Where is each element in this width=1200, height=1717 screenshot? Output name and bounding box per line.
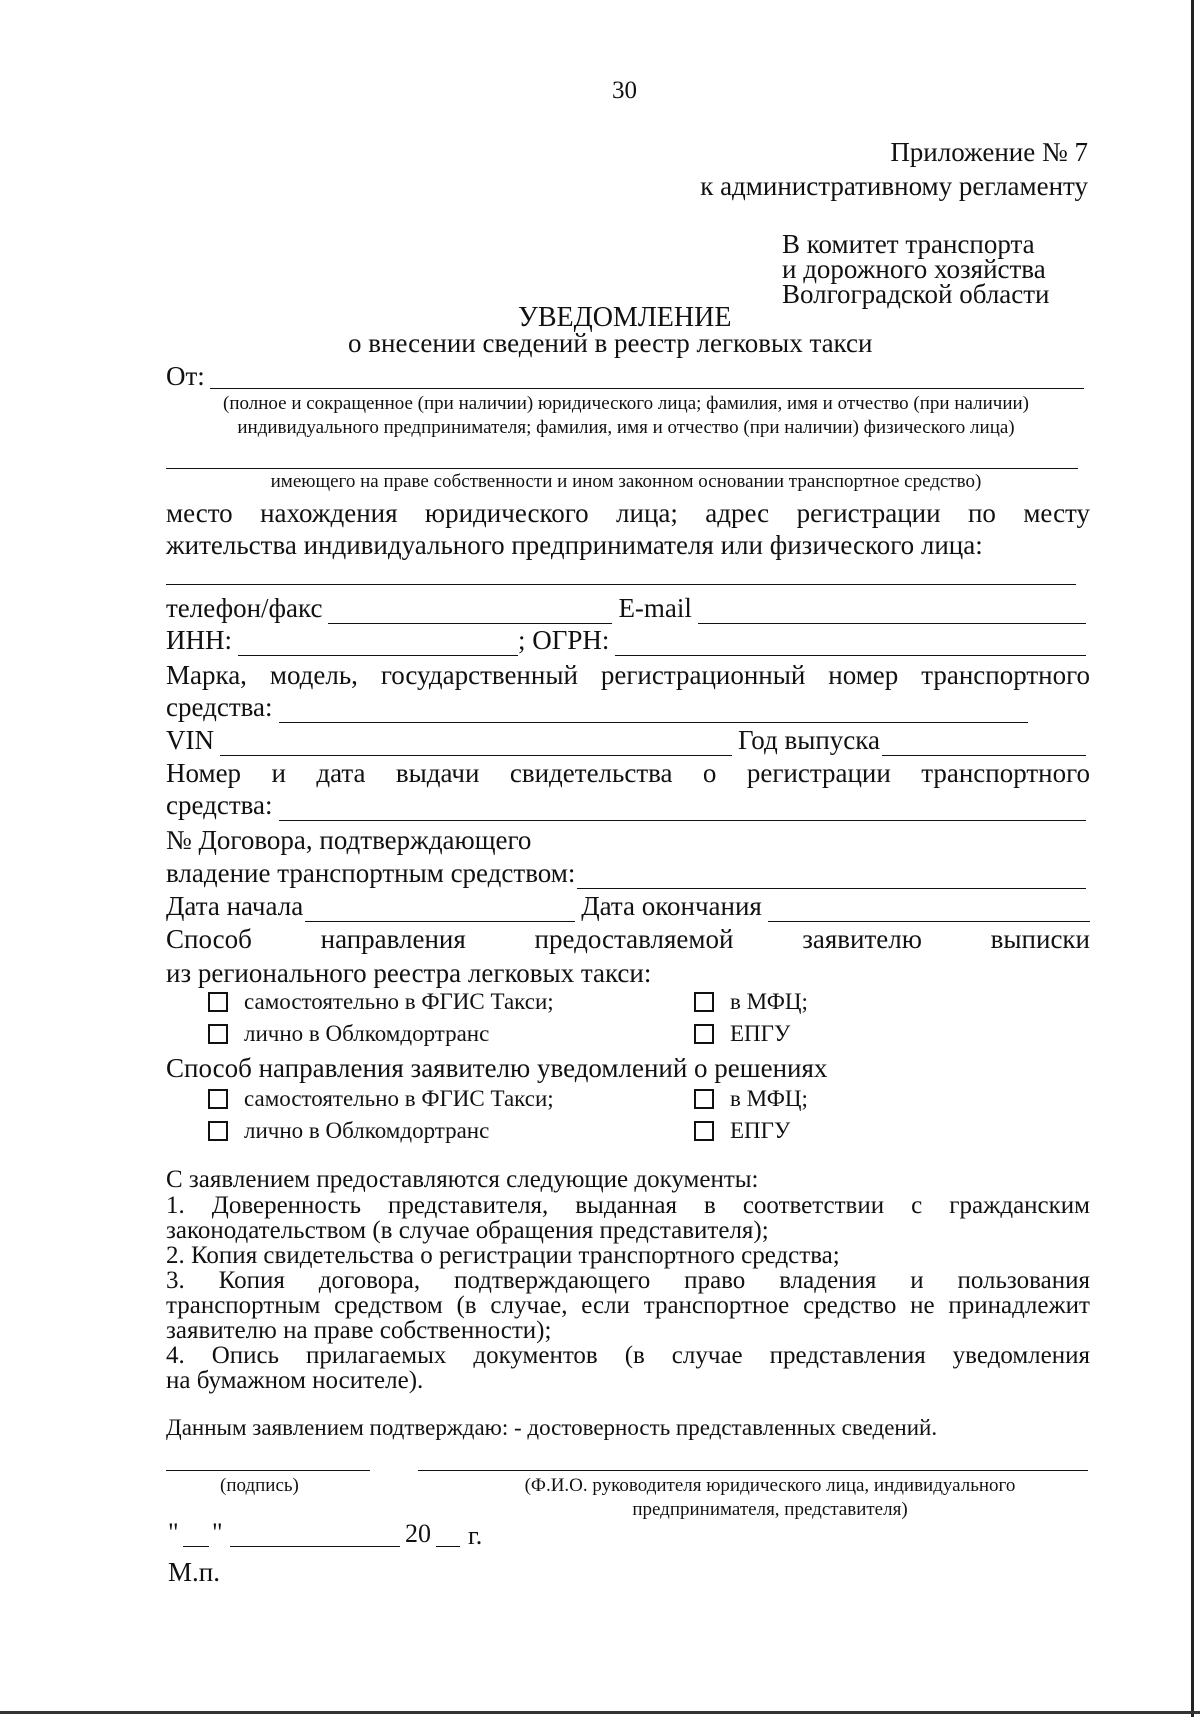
- extract-method-line1: Способ направления предоставляемой заявителю выписки: [166, 924, 1090, 954]
- from-input-line-2[interactable]: [166, 468, 1078, 469]
- inn-ogrn-row: [166, 624, 1086, 656]
- extract-option-epgu-label: ЕПГУ: [730, 1021, 791, 1046]
- extract-option-mfc[interactable]: [694, 988, 808, 1016]
- page-number: 30: [612, 77, 637, 104]
- extract-method-line2: из регионального реестра легковых такси:: [166, 958, 652, 988]
- date-quote-close: ": [212, 1518, 223, 1547]
- documents-intro: С заявлением предоставляются следующие документы:: [166, 1166, 759, 1193]
- page-edge-right: [1191, 0, 1194, 1717]
- contract-text-line1: № Договора, подтверждающего: [166, 825, 532, 855]
- cert-input-line[interactable]: [279, 796, 1086, 821]
- date-end-input-line[interactable]: [768, 897, 1090, 922]
- date-year-input-line[interactable]: [436, 1546, 460, 1547]
- confirm-text: Данным заявлением подтверждаю: - достоверность представленных сведений.: [166, 1415, 938, 1440]
- date-month-input-line[interactable]: [230, 1546, 400, 1547]
- address-text-line1: место нахождения юридического лица; адрес регистрации по месту: [166, 498, 1090, 528]
- date-day-input-line[interactable]: [183, 1546, 209, 1547]
- documents-item2: 2. Копия свидетельства о регистрации транспортного средства;: [166, 1242, 840, 1269]
- date-start-input-line[interactable]: [305, 897, 575, 922]
- from-hint-line1: (полное и сокращенное (при наличии) юридического лица; фамилия, имя и отчество (при наличии): [223, 393, 1029, 414]
- vin-label: VIN: [166, 725, 214, 755]
- appendix-title: Приложение № 7: [890, 137, 1088, 167]
- checkbox-icon[interactable]: [208, 1121, 228, 1141]
- address-input-line[interactable]: [166, 584, 1076, 585]
- documents-item1-line1: 1. Доверенность представителя, выданная в соответствии с гражданским: [166, 1192, 1090, 1219]
- documents-item4-line2: на бумажном носителе).: [166, 1367, 424, 1394]
- checkbox-icon[interactable]: [208, 992, 228, 1012]
- signature-label: (подпись): [220, 1475, 299, 1496]
- vin-year-row: [166, 724, 1086, 756]
- vin-input-line[interactable]: [220, 731, 732, 756]
- document-title: УВЕДОМЛЕНИЕ: [518, 302, 732, 333]
- notice-option-mfc[interactable]: [694, 1085, 808, 1113]
- from-label: От:: [166, 361, 205, 391]
- from-input-line[interactable]: [210, 388, 1084, 389]
- vehicle-label: средства:: [166, 692, 273, 722]
- notice-option-mfc-label: в МФЦ;: [730, 1086, 808, 1111]
- signer-name-label-line1: (Ф.И.О. руководителя юридического лица, индивидуального: [524, 1475, 1016, 1496]
- notice-option-fgis[interactable]: [208, 1085, 554, 1113]
- date-end-label: Дата окончания: [581, 891, 762, 921]
- phone-email-row: [166, 592, 1086, 624]
- vehicle-row: [166, 691, 1028, 723]
- documents-item1-line2: законодательством (в случае обращения представителя);: [166, 1217, 769, 1244]
- addressee-line3: Волгоградской области: [782, 279, 1050, 309]
- notice-option-epgu-label: ЕПГУ: [730, 1118, 791, 1143]
- date-quote-open: ": [168, 1518, 179, 1547]
- inn-label: ИНН:: [166, 625, 232, 655]
- inn-input-line[interactable]: [238, 631, 518, 656]
- contract-row: [166, 857, 1086, 889]
- email-label: E-mail: [618, 593, 692, 623]
- extract-option-office[interactable]: [208, 1020, 489, 1048]
- checkbox-icon[interactable]: [694, 992, 714, 1012]
- extract-option-mfc-label: в МФЦ;: [730, 989, 808, 1014]
- cert-label: средства:: [166, 790, 273, 820]
- vehicle-input-line[interactable]: [279, 698, 1028, 723]
- date-year-suffix: г.: [468, 1521, 483, 1550]
- addressee-line1: В комитет транспорта: [782, 229, 1035, 259]
- checkbox-icon[interactable]: [694, 1121, 714, 1141]
- email-input-line[interactable]: [698, 599, 1086, 624]
- cert-text-line1: Номер и дата выдачи свидетельства о регистрации транспортного: [166, 758, 1090, 788]
- year-label: Год выпуска: [738, 725, 880, 755]
- signature-input-line[interactable]: [166, 1470, 370, 1471]
- notice-method-label: Способ направления заявителю уведомлений о решениях: [166, 1053, 828, 1083]
- from-hint-line3: имеющего на праве собственности и ином законном основании транспортное средство): [270, 471, 982, 492]
- date-year-prefix: 20: [405, 1519, 431, 1548]
- documents-item3-line2: транспортным средством (в случае, если транспортное средство не принадлежит: [166, 1292, 1090, 1319]
- checkbox-icon[interactable]: [694, 1024, 714, 1044]
- ogrn-label: ; ОГРН:: [518, 625, 610, 655]
- extract-option-epgu[interactable]: [694, 1020, 790, 1048]
- notice-option-office[interactable]: [208, 1117, 489, 1145]
- vehicle-text-line1: Марка, модель, государственный регистрационный номер транспортного: [166, 660, 1090, 690]
- signer-name-input-line[interactable]: [418, 1470, 1088, 1471]
- from-hint-line2: индивидуального предпринимателя; фамилия, имя и отчество (при наличии) физического лица): [237, 417, 1015, 438]
- address-text-line2: жительства индивидуального предпринимателя или физического лица:: [166, 530, 983, 560]
- notice-option-office-label: лично в Облкомдортранс: [244, 1118, 490, 1143]
- appendix-subtitle: к административному регламенту: [700, 171, 1088, 201]
- documents-item3-line3: заявителю на праве собственности);: [166, 1317, 552, 1344]
- page-edge-bottom: [0, 1711, 1200, 1714]
- contract-label: владение транспортным средством:: [166, 858, 576, 888]
- document-subtitle: о внесении сведений в реестр легковых такси: [348, 328, 873, 358]
- extract-option-fgis[interactable]: [208, 988, 554, 1016]
- phone-label: телефон/факс: [166, 593, 323, 623]
- extract-option-office-label: лично в Облкомдортранс: [244, 1021, 490, 1046]
- contract-input-line[interactable]: [577, 864, 1086, 889]
- date-start-label: Дата начала: [166, 891, 304, 921]
- signer-name-label-line2: предпринимателя, представителя): [632, 1499, 908, 1520]
- extract-option-fgis-label: самостоятельно в ФГИС Такси;: [244, 989, 554, 1014]
- notice-option-fgis-label: самостоятельно в ФГИС Такси;: [244, 1086, 554, 1111]
- checkbox-icon[interactable]: [694, 1089, 714, 1109]
- ogrn-input-line[interactable]: [615, 631, 1086, 656]
- checkbox-icon[interactable]: [208, 1024, 228, 1044]
- addressee-line2: и дорожного хозяйства: [782, 254, 1046, 284]
- cert-row: [166, 789, 1086, 821]
- dates-row: [166, 890, 1090, 922]
- year-input-line[interactable]: [882, 731, 1086, 756]
- documents-item3-line1: 3. Копия договора, подтверждающего право владения и пользования: [166, 1267, 1090, 1294]
- phone-input-line[interactable]: [328, 599, 612, 624]
- documents-item4-line1: 4. Опись прилагаемых документов (в случае представления уведомления: [166, 1342, 1090, 1369]
- stamp-label: М.п.: [168, 1557, 220, 1587]
- checkbox-icon[interactable]: [208, 1089, 228, 1109]
- notice-option-epgu[interactable]: [694, 1117, 790, 1145]
